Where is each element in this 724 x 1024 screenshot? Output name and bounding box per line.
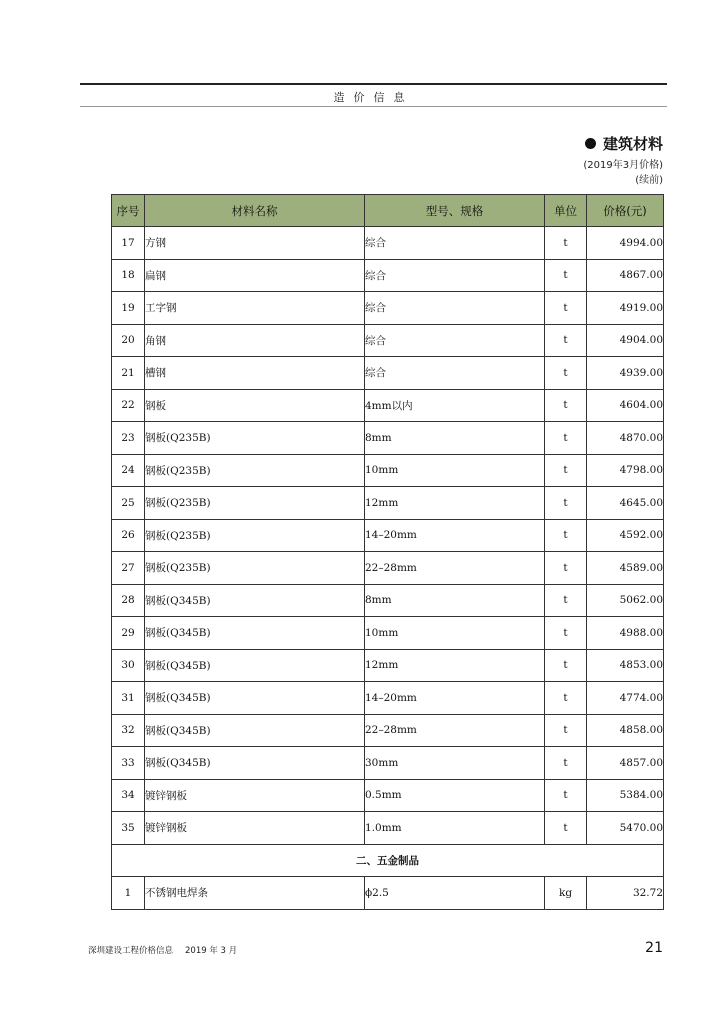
row-unit: t: [545, 519, 587, 552]
section-title-text: 建筑材料: [602, 135, 663, 153]
row-spec: 8mm: [365, 422, 545, 455]
row-unit: t: [545, 227, 587, 260]
table-row: [112, 714, 664, 747]
row-no: 35: [112, 812, 145, 845]
row-price: 4589.00: [587, 552, 664, 585]
row-name: 钢板(Q235B): [145, 552, 365, 585]
row-no: 32: [112, 714, 145, 747]
price-period: (2019年3月价格): [583, 160, 663, 171]
row-spec: 14–20mm: [365, 519, 545, 552]
col-header-unit: 单位: [545, 195, 587, 227]
col-header-spec: 型号、规格: [365, 195, 545, 227]
row-name: 钢板(Q345B): [145, 747, 365, 780]
row-spec: 4mm以内: [365, 389, 545, 422]
bullet-icon: [585, 138, 596, 149]
row-spec: 0.5mm: [365, 779, 545, 812]
table-row: [112, 422, 664, 455]
row-price: 4604.00: [587, 389, 664, 422]
row-no: 34: [112, 779, 145, 812]
row-no: 30: [112, 649, 145, 682]
table-row: [112, 779, 664, 812]
header-rule: [80, 106, 667, 107]
row-no: 24: [112, 454, 145, 487]
footer-publication: 深圳建设工程价格信息: [88, 946, 174, 956]
table-row: [112, 812, 664, 845]
row-price: 4857.00: [587, 747, 664, 780]
table-row: [112, 519, 664, 552]
subsection-header-row: [112, 844, 664, 877]
row-price: 4994.00: [587, 227, 664, 260]
table-row: [112, 617, 664, 650]
col-header-price: 价格(元): [587, 195, 664, 227]
row-no: 23: [112, 422, 145, 455]
page-number: 21: [645, 940, 663, 956]
row-spec: 22–28mm: [365, 714, 545, 747]
table-row: [112, 357, 664, 390]
running-header: 造价信息: [333, 91, 414, 104]
row-price: 4645.00: [587, 487, 664, 520]
footer: [88, 944, 249, 956]
row-spec: 综合: [365, 324, 545, 357]
row-unit: kg: [545, 877, 587, 910]
row-name: 钢板(Q235B): [145, 487, 365, 520]
row-spec: 12mm: [365, 649, 545, 682]
row-unit: t: [545, 389, 587, 422]
row-no: 17: [112, 227, 145, 260]
table-row: [112, 649, 664, 682]
row-price: 5062.00: [587, 584, 664, 617]
row-spec: 14–20mm: [365, 682, 545, 715]
row-no: 25: [112, 487, 145, 520]
row-name: 镀锌钢板: [145, 779, 365, 812]
row-spec: ϕ2.5: [365, 877, 545, 910]
row-unit: t: [545, 357, 587, 390]
subsection-title: 二、五金制品: [112, 844, 664, 877]
row-no: 27: [112, 552, 145, 585]
row-name: 钢板(Q345B): [145, 584, 365, 617]
row-unit: t: [545, 552, 587, 585]
row-price: 4853.00: [587, 649, 664, 682]
table-row: [112, 747, 664, 780]
continued-note: (续前): [635, 175, 663, 186]
row-spec: 综合: [365, 357, 545, 390]
row-price: 32.72: [587, 877, 664, 910]
row-spec: 10mm: [365, 454, 545, 487]
row-price: 4858.00: [587, 714, 664, 747]
row-name: 钢板(Q235B): [145, 454, 365, 487]
row-unit: t: [545, 422, 587, 455]
row-unit: t: [545, 292, 587, 325]
table-row: [112, 552, 664, 585]
table-header-row: [112, 195, 664, 227]
row-price: 4870.00: [587, 422, 664, 455]
row-no: 18: [112, 259, 145, 292]
row-name: 槽钢: [145, 357, 365, 390]
row-no: 31: [112, 682, 145, 715]
row-spec: 8mm: [365, 584, 545, 617]
table-row: [112, 292, 664, 325]
row-unit: t: [545, 324, 587, 357]
table-row: [112, 389, 664, 422]
row-name: 不锈钢电焊条: [145, 877, 365, 910]
row-unit: t: [545, 487, 587, 520]
row-spec: 综合: [365, 292, 545, 325]
footer-date: 2019 年 3 月: [185, 946, 238, 956]
row-unit: t: [545, 714, 587, 747]
row-name: 角钢: [145, 324, 365, 357]
row-no: 33: [112, 747, 145, 780]
table-row: [112, 682, 664, 715]
row-no: 20: [112, 324, 145, 357]
row-no: 19: [112, 292, 145, 325]
row-no: 21: [112, 357, 145, 390]
row-unit: t: [545, 747, 587, 780]
table-row: [112, 454, 664, 487]
row-spec: 10mm: [365, 617, 545, 650]
row-name: 钢板: [145, 389, 365, 422]
col-header-name: 材料名称: [145, 195, 365, 227]
row-spec: 30mm: [365, 747, 545, 780]
row-name: 钢板(Q345B): [145, 617, 365, 650]
row-price: 4939.00: [587, 357, 664, 390]
row-price: 4919.00: [587, 292, 664, 325]
row-name: 方钢: [145, 227, 365, 260]
row-unit: t: [545, 649, 587, 682]
row-unit: t: [545, 259, 587, 292]
row-name: 钢板(Q345B): [145, 649, 365, 682]
row-name: 钢板(Q345B): [145, 682, 365, 715]
row-no: 29: [112, 617, 145, 650]
row-name: 钢板(Q345B): [145, 714, 365, 747]
table-row: [112, 877, 664, 910]
row-no: 26: [112, 519, 145, 552]
row-unit: t: [545, 779, 587, 812]
row-unit: t: [545, 812, 587, 845]
row-no: 28: [112, 584, 145, 617]
row-price: 4798.00: [587, 454, 664, 487]
row-spec: 综合: [365, 259, 545, 292]
top-rule: [80, 83, 667, 85]
table-row: [112, 259, 664, 292]
row-price: 4867.00: [587, 259, 664, 292]
row-price: 5384.00: [587, 779, 664, 812]
row-price: 4592.00: [587, 519, 664, 552]
table-row: [112, 584, 664, 617]
row-unit: t: [545, 682, 587, 715]
row-no: 22: [112, 389, 145, 422]
row-price: 5470.00: [587, 812, 664, 845]
section-title: [585, 133, 663, 154]
row-spec: 综合: [365, 227, 545, 260]
row-unit: t: [545, 584, 587, 617]
row-name: 钢板(Q235B): [145, 519, 365, 552]
col-header-no: 序号: [112, 195, 145, 227]
row-price: 4988.00: [587, 617, 664, 650]
row-no: 1: [112, 877, 145, 910]
row-unit: t: [545, 454, 587, 487]
row-unit: t: [545, 617, 587, 650]
row-name: 工字钢: [145, 292, 365, 325]
row-spec: 1.0mm: [365, 812, 545, 845]
row-price: 4774.00: [587, 682, 664, 715]
row-spec: 12mm: [365, 487, 545, 520]
table-row: [112, 324, 664, 357]
table-row: [112, 227, 664, 260]
row-name: 扁钢: [145, 259, 365, 292]
row-name: 镀锌钢板: [145, 812, 365, 845]
table-row: [112, 487, 664, 520]
row-spec: 22–28mm: [365, 552, 545, 585]
row-price: 4904.00: [587, 324, 664, 357]
row-name: 钢板(Q235B): [145, 422, 365, 455]
price-table: [111, 194, 664, 910]
